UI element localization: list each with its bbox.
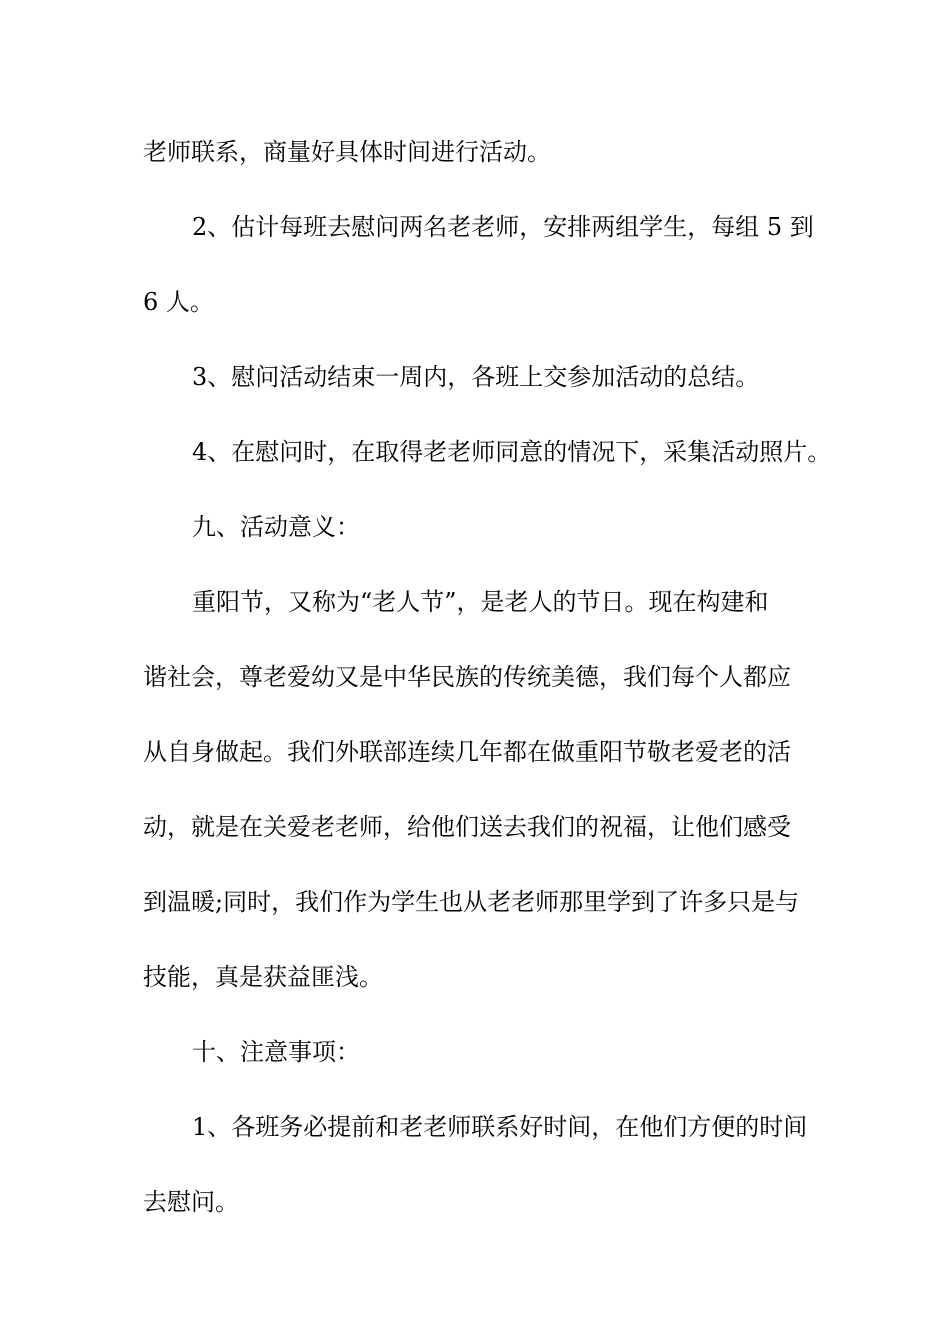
text-line-14: 1、各班务必提前和老老师联系好时间，在他们方便的时间 [192,1113,808,1141]
section-heading-10: 十、注意事项： [192,1038,360,1066]
text-line-8: 谐社会，尊老爱幼又是中华民族的传统美德，我们每个人都应 [143,663,791,691]
text-line-10: 动，就是在关爱老老师，给他们送去我们的祝福，让他们感受 [143,813,791,841]
text-line-5: 4、在慰问时，在取得老老师同意的情况下，采集活动照片。 [192,438,832,466]
text-line-4: 3、慰问活动结束一周内，各班上交参加活动的总结。 [192,363,760,391]
text-line-1: 老师联系，商量好具体时间进行活动。 [143,138,551,166]
section-heading-9: 九、活动意义： [192,513,360,541]
text-line-11: 到温暖;同时，我们作为学生也从老老师那里学到了许多只是与 [143,888,800,916]
text-line-15: 去慰问。 [143,1188,239,1216]
text-line-3: 6 人。 [143,288,214,316]
text-line-12: 技能，真是获益匪浅。 [143,963,383,991]
text-line-2: 2、估计每班去慰问两名老老师，安排两组学生，每组 5 到 [192,213,814,241]
text-line-9: 从自身做起。我们外联部连续几年都在做重阳节敬老爱老的活 [143,738,791,766]
text-line-7: 重阳节，又称为“老人节”，是老人的节日。现在构建和 [192,588,769,616]
